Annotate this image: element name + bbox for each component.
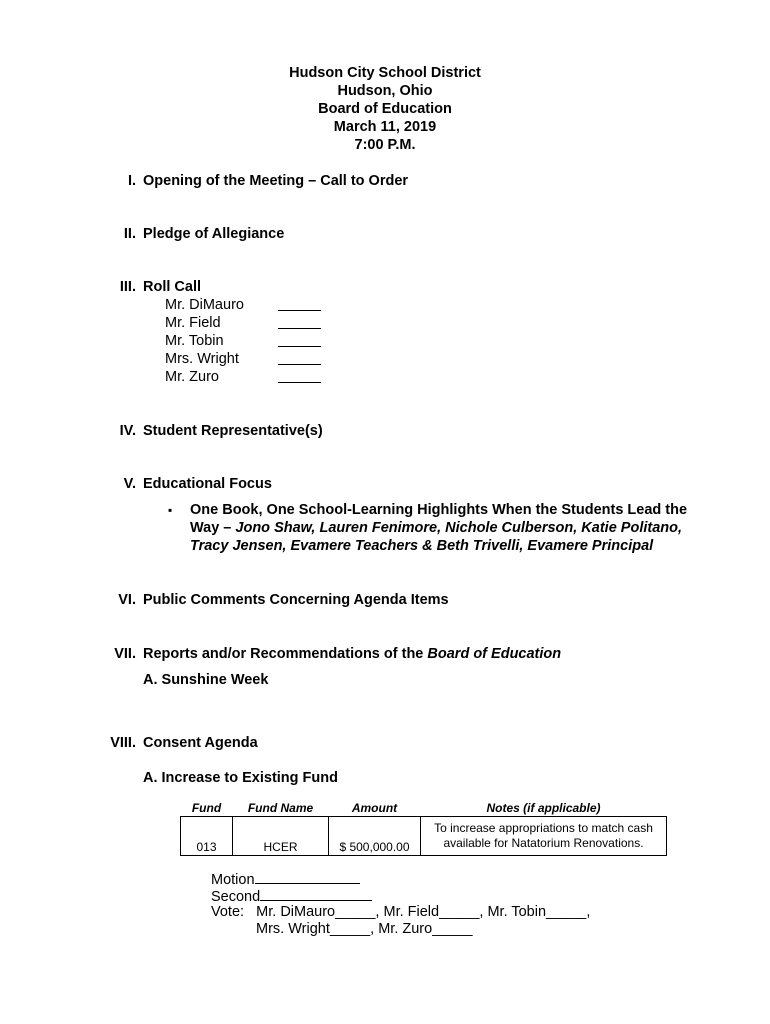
section-number: III. — [119, 279, 136, 295]
section-title: Pledge of Allegiance — [143, 226, 285, 242]
motion-blank — [255, 870, 360, 884]
vote-line: Mr. DiMauro_____, Mr. Field_____, Mr. Tobin_____, — [256, 904, 591, 920]
section-number: VII. — [114, 646, 136, 662]
fund-table-header — [181, 800, 667, 817]
meeting-date: March 11, 2019 — [333, 119, 437, 135]
cell-notes — [421, 817, 667, 856]
roll-call-row — [165, 332, 244, 350]
section-number: VIII. — [110, 735, 136, 751]
bullet-marker: ▪ — [168, 503, 173, 517]
section-title: Public Comments Concerning Agenda Items — [143, 592, 449, 608]
section-title-italic: Board of Education — [427, 646, 562, 662]
second-label: Second — [211, 889, 261, 905]
col-amount: Amount — [329, 800, 421, 817]
member-name: Mrs. Wright — [165, 351, 239, 367]
fund-table — [180, 800, 667, 856]
attendance-blank — [278, 328, 321, 329]
section-title: Opening of the Meeting – Call to Order — [143, 173, 409, 189]
roll-call-row — [165, 314, 244, 332]
motion-block — [211, 870, 590, 938]
col-notes: Notes (if applicable) — [421, 800, 667, 817]
focus-line: One Book, One School-Learning Highlights When the Students Lead the — [190, 502, 688, 518]
roll-call-row — [165, 368, 244, 386]
section-title: Educational Focus — [143, 476, 272, 492]
member-name: Mr. Zuro — [165, 369, 219, 385]
section-title — [143, 645, 561, 663]
motion-label: Motion — [211, 872, 255, 888]
board-name: Board of Education — [318, 101, 452, 117]
motion-row — [211, 870, 590, 887]
second-row — [211, 887, 590, 904]
district-name: Hudson City School District — [289, 65, 481, 81]
focus-presenters-line: Tracy Jensen, Evamere Teachers & Beth Trivelli, Evamere Principal — [190, 538, 654, 554]
attendance-blank — [278, 310, 321, 311]
section-title: Student Representative(s) — [143, 423, 323, 439]
roll-call-list — [165, 296, 244, 386]
notes-line: available for Natatorium Renovations. — [443, 836, 644, 850]
attendance-blank — [278, 364, 321, 365]
section-number: IV. — [119, 423, 136, 439]
vote-label: Vote: — [211, 904, 245, 920]
section-number: I. — [127, 173, 136, 189]
roll-call-row — [165, 296, 244, 314]
consent-item-increase-fund: A. Increase to Existing Fund — [143, 770, 338, 786]
section-number: V. — [123, 476, 136, 492]
notes-line: To increase appropriations to match cash — [434, 821, 653, 835]
section-number: VI. — [118, 592, 136, 608]
attendance-blank — [278, 382, 321, 383]
meeting-time: 7:00 P.M. — [354, 137, 416, 153]
second-blank — [260, 887, 372, 901]
report-item-sunshine-week: A. Sunshine Week — [143, 672, 269, 688]
member-name: Mr. Field — [165, 315, 221, 331]
agenda-header — [0, 64, 770, 154]
section-number: II. — [123, 226, 136, 242]
cell-fund: 013 — [181, 817, 233, 856]
district-location: Hudson, Ohio — [337, 83, 433, 99]
col-fund-name: Fund Name — [233, 800, 329, 817]
vote-row-continued — [211, 921, 590, 938]
section-title: Roll Call — [143, 279, 202, 295]
cell-fund-name: HCER — [233, 817, 329, 856]
cell-amount: $ 500,000.00 — [329, 817, 421, 856]
section-title-plain: Reports and/or Recommendations of the — [143, 646, 428, 662]
focus-line — [190, 519, 730, 537]
member-name: Mr. Tobin — [165, 333, 224, 349]
vote-line: Mrs. Wright_____, Mr. Zuro_____ — [256, 921, 473, 937]
vote-row — [211, 904, 590, 921]
focus-text-plain: Way – — [190, 520, 236, 536]
roll-call-row — [165, 350, 244, 368]
attendance-blank — [278, 346, 321, 347]
member-name: Mr. DiMauro — [165, 297, 244, 313]
section-title: Consent Agenda — [143, 735, 258, 751]
col-fund: Fund — [181, 800, 233, 817]
educational-focus-item — [190, 501, 730, 555]
table-row — [181, 817, 667, 856]
focus-presenters: Jono Shaw, Lauren Fenimore, Nichole Culberson, Katie Politano, — [235, 520, 683, 536]
